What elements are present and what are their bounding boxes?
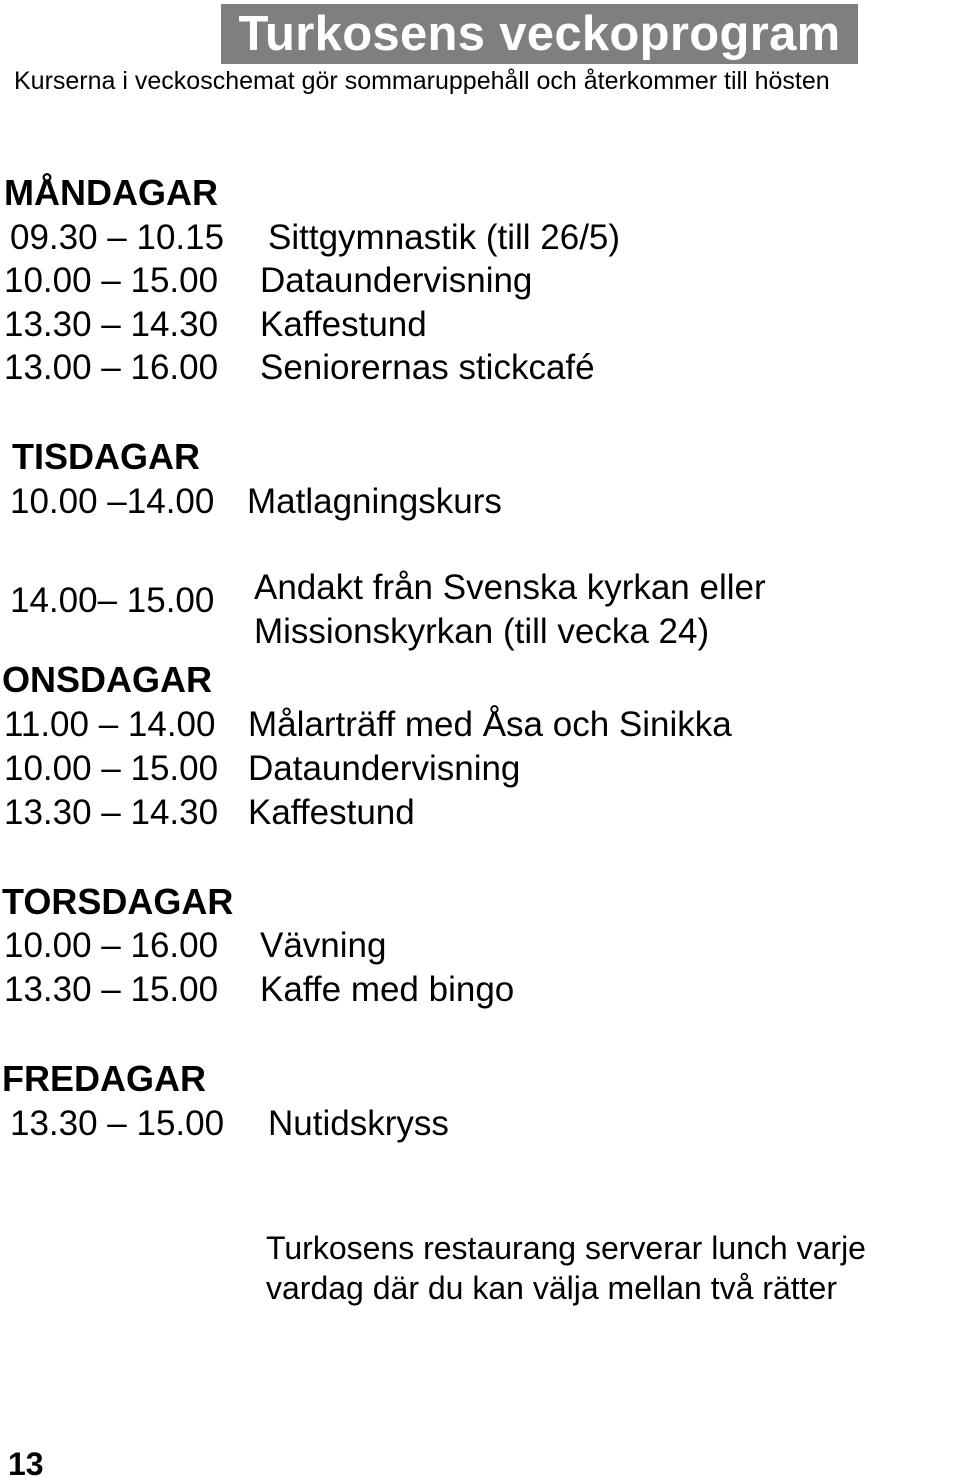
schedule-time: 09.30 – 10.15 xyxy=(10,218,225,257)
schedule-activity: Kaffestund xyxy=(260,305,427,344)
schedule-time: 13.30 – 14.30 xyxy=(4,793,219,832)
schedule-activity: Kaffe med bingo xyxy=(260,970,515,1009)
schedule-activity: Seniorernas stickcafé xyxy=(260,348,595,387)
day-heading-tuesday: TISDAGAR xyxy=(12,436,200,477)
schedule-time: 10.00 –14.00 xyxy=(10,482,215,521)
schedule-time: 10.00 – 16.00 xyxy=(4,926,219,965)
page-number: 13 xyxy=(8,1446,44,1482)
schedule-activity: Målarträff med Åsa och Sinikka xyxy=(248,705,732,744)
schedule-activity: Sittgymnastik (till 26/5) xyxy=(268,218,621,257)
schedule-activity: Dataundervisning xyxy=(248,749,521,788)
schedule-activity-line: Andakt från Svenska kyrkan eller xyxy=(254,568,766,607)
schedule-time: 13.30 – 14.30 xyxy=(4,305,219,344)
schedule-activity-line: Missionskyrkan (till vecka 24) xyxy=(254,612,710,651)
schedule-time: 13.00 – 16.00 xyxy=(4,348,219,387)
page-subtitle: Kurserna i veckoschemat gör sommaruppehåll och återkommer till hösten xyxy=(14,67,830,95)
schedule-time: 14.00– 15.00 xyxy=(10,581,215,620)
schedule-activity: Matlagningskurs xyxy=(247,482,502,521)
day-heading-monday: MÅNDAGAR xyxy=(4,172,218,213)
schedule-activity: Nutidskryss xyxy=(268,1104,449,1143)
schedule-activity: Dataundervisning xyxy=(260,261,533,300)
schedule-time: 13.30 – 15.00 xyxy=(10,1104,225,1143)
day-heading-thursday: TORSDAGAR xyxy=(2,881,234,922)
page-title: Turkosens veckoprogram xyxy=(221,4,858,64)
lunch-note-line: vardag där du kan välja mellan två rätter xyxy=(266,1270,837,1306)
lunch-note-line: Turkosens restaurang serverar lunch varje xyxy=(266,1230,866,1266)
schedule-activity: Vävning xyxy=(260,926,387,965)
schedule-time: 13.30 – 15.00 xyxy=(4,970,219,1009)
schedule-time: 10.00 – 15.00 xyxy=(4,749,219,788)
schedule-time: 11.00 – 14.00 xyxy=(4,705,216,744)
schedule-time: 10.00 – 15.00 xyxy=(4,261,219,300)
day-heading-wednesday: ONSDAGAR xyxy=(2,659,213,700)
day-heading-friday: FREDAGAR xyxy=(2,1058,206,1099)
schedule-activity: Kaffestund xyxy=(248,793,415,832)
